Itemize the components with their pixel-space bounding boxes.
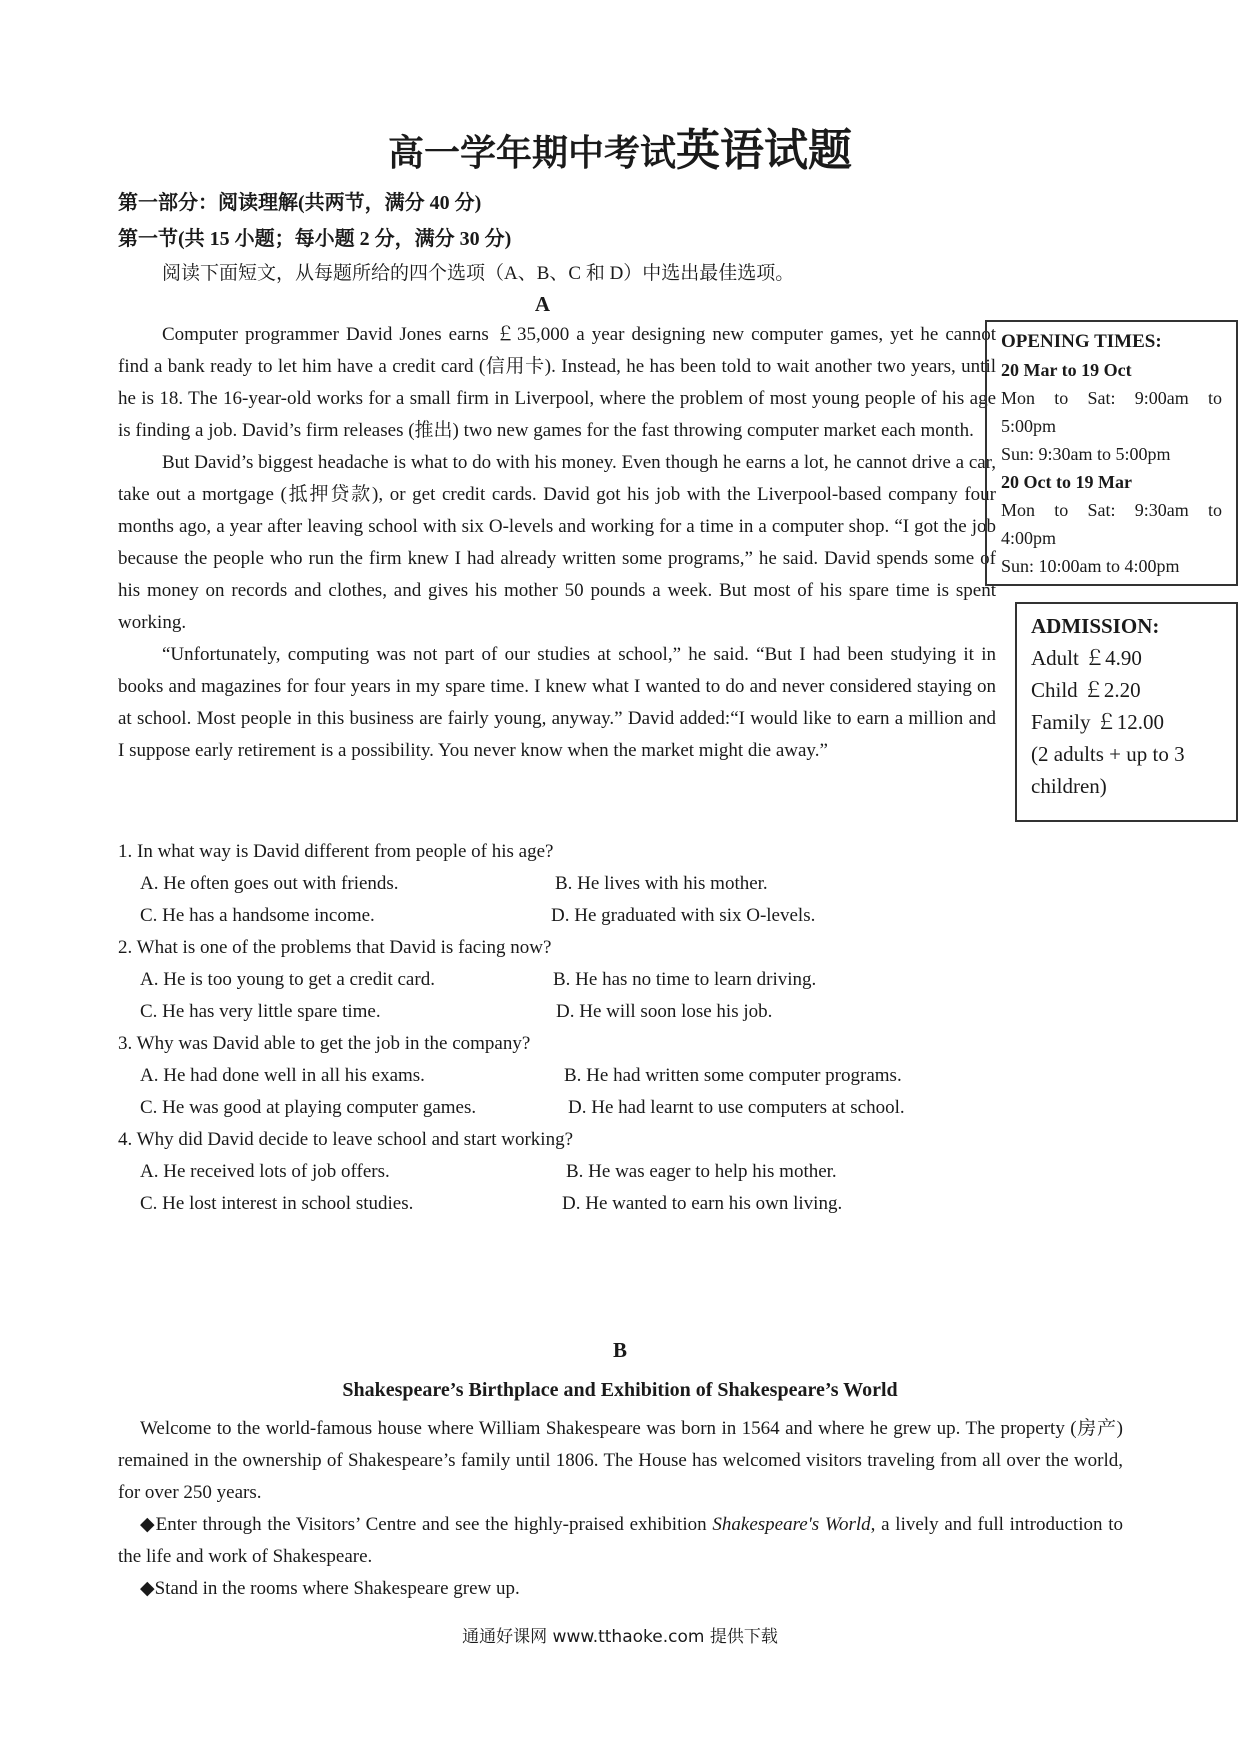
passage-a-paragraph: “Unfortunately, computing was not part of our studies at school,” he said. “But I had been studying it in books and magazines for four years in my spare time. I knew what I wanted to do and never considered staying on at school. Most people in this business are fairly young, anyway.” David added:“I would like to earn a million and I suppose early retirement is a possibility. You never know when the market might die away.” [118, 644, 996, 761]
exam-title-prefix: 高一学年期中考试 [387, 133, 676, 173]
passage-a-body [118, 319, 996, 767]
opening-period-1-weekday: Mon to Sat: 9:00am to 5:00pm [1001, 388, 1222, 436]
question-4-option-b: B. He was eager to help his mother. [566, 1161, 837, 1182]
opening-period-2-weekday: Mon to Sat: 9:30am to 4:00pm [1001, 500, 1222, 548]
passage-a-paragraph: Computer programmer David Jones earns ￡35,000 a year designing new computer games, yet he cannot find a bank ready to let him have a credit card (信用卡). Instead, he has been told to wait another two years, until he is 18. The 16-year-old works for a small firm in Liverpool, where the problem of most young people of his age is finding a job. David’s firm releases (推出) two new games for the fast throwing computer market each month. [118, 324, 996, 441]
question-1-option-c: C. He has a handsome income. [140, 905, 375, 926]
question-1-stem: 1. In what way is David different from people of his age? [118, 841, 554, 862]
opening-times-box [985, 320, 1238, 586]
question-1-option-d: D. He graduated with six O-levels. [551, 905, 816, 926]
opening-period-2-sunday: Sun: 10:00am to 4:00pm [1001, 556, 1180, 576]
question-1-option-b: B. He lives with his mother. [555, 873, 768, 894]
question-2-option-b: B. He has no time to learn driving. [553, 969, 817, 990]
passage-a-letter: A [534, 292, 551, 316]
exam-title-suffix: 英语试题 [676, 126, 852, 175]
admission-note: (2 adults + up to 3 children) [1031, 742, 1185, 798]
question-3-option-b: B. He had written some computer programs. [564, 1065, 902, 1086]
passage-b-title: Shakespeare’s Birthplace and Exhibition of Shakespeare’s World [342, 1379, 898, 1401]
opening-times-heading: OPENING TIMES: [1001, 331, 1162, 352]
admission-heading: ADMISSION: [1031, 614, 1160, 638]
exam-title [0, 124, 1240, 180]
opening-period-1-sunday: Sun: 9:30am to 5:00pm [1001, 444, 1171, 464]
question-3-option-c: C. He was good at playing computer games. [140, 1097, 477, 1118]
question-4-option-d: D. He wanted to earn his own living. [562, 1193, 843, 1214]
opening-period-2: 20 Oct to 19 Mar [1001, 472, 1132, 492]
admission-adult: Adult ￡4.90 [1031, 646, 1142, 670]
passage-b-body [118, 1413, 1123, 1605]
passage-b-letter: B [612, 1338, 627, 1362]
passage-b-bullet-1 [118, 1509, 1123, 1573]
part1-heading: 第一部分：阅读理解(共两节，满分 40 分) [118, 192, 482, 214]
section1-heading: 第一节(共 15 小题；每小题 2 分，满分 30 分) [118, 228, 512, 250]
question-2-option-c: C. He has very little spare time. [140, 1001, 381, 1022]
question-3-option-a: A. He had done well in all his exams. [140, 1065, 425, 1086]
exhibition-name: Shakespeare's World [712, 1514, 871, 1535]
question-1-option-a: A. He often goes out with friends. [140, 873, 399, 894]
opening-period-1: 20 Mar to 19 Oct [1001, 360, 1132, 380]
question-4-option-a: A. He received lots of job offers. [140, 1161, 390, 1182]
passage-a-paragraph: But David’s biggest headache is what to do with his money. Even though he earns a lot, he cannot drive a car, take out a mortgage (抵押贷款), or get credit cards. David got his job with the Liverpool-based company four months ago, a year after leaving school with six O-levels and working for a time in a computer shop. “I got the job because the people who run the firm knew I had already written some programs,” he said. David spends some of his money on records and clothes, and gives his mother 50 pounds a week. But most of his spare time is spent working. [118, 452, 996, 633]
bullet-1-text-end: , a lively and full introduction to the life and work of Shakespeare. [118, 1514, 1123, 1567]
question-3-stem: 3. Why was David able to get the job in the company? [118, 1033, 531, 1054]
admission-child: Child ￡2.20 [1031, 678, 1141, 702]
question-2-option-d: D. He will soon lose his job. [556, 1001, 773, 1022]
admission-box [1015, 602, 1238, 822]
bullet-1-text-start: ◆Enter through the Visitors’ Centre and see the highly-praised exhibition [140, 1514, 713, 1535]
question-3-option-d: D. He had learnt to use computers at school. [568, 1097, 905, 1118]
question-2-option-a: A. He is too young to get a credit card. [140, 969, 435, 990]
question-4-stem: 4. Why did David decide to leave school and start working? [118, 1129, 573, 1150]
admission-family: Family ￡12.00 [1031, 710, 1165, 734]
footer-download-note: 通通好课网 www.tthaoke.com 提供下载 [462, 1627, 778, 1647]
passage-b-bullet-2: ◆Stand in the rooms where Shakespeare grew up. [140, 1578, 520, 1599]
passage-b-intro: Welcome to the world-famous house where William Shakespeare was born in 1564 and where he grew up. The property (房产) remained in the ownership of Shakespeare’s family until 1806. The House has welcomed visitors traveling from all over the world, for over 250 years. [118, 1418, 1123, 1503]
question-4-option-c: C. He lost interest in school studies. [140, 1193, 414, 1214]
instruction: 阅读下面短文，从每题所给的四个选项（A、B、C 和 D）中选出最佳选项。 [162, 263, 795, 284]
question-2-stem: 2. What is one of the problems that David is facing now? [118, 937, 552, 958]
